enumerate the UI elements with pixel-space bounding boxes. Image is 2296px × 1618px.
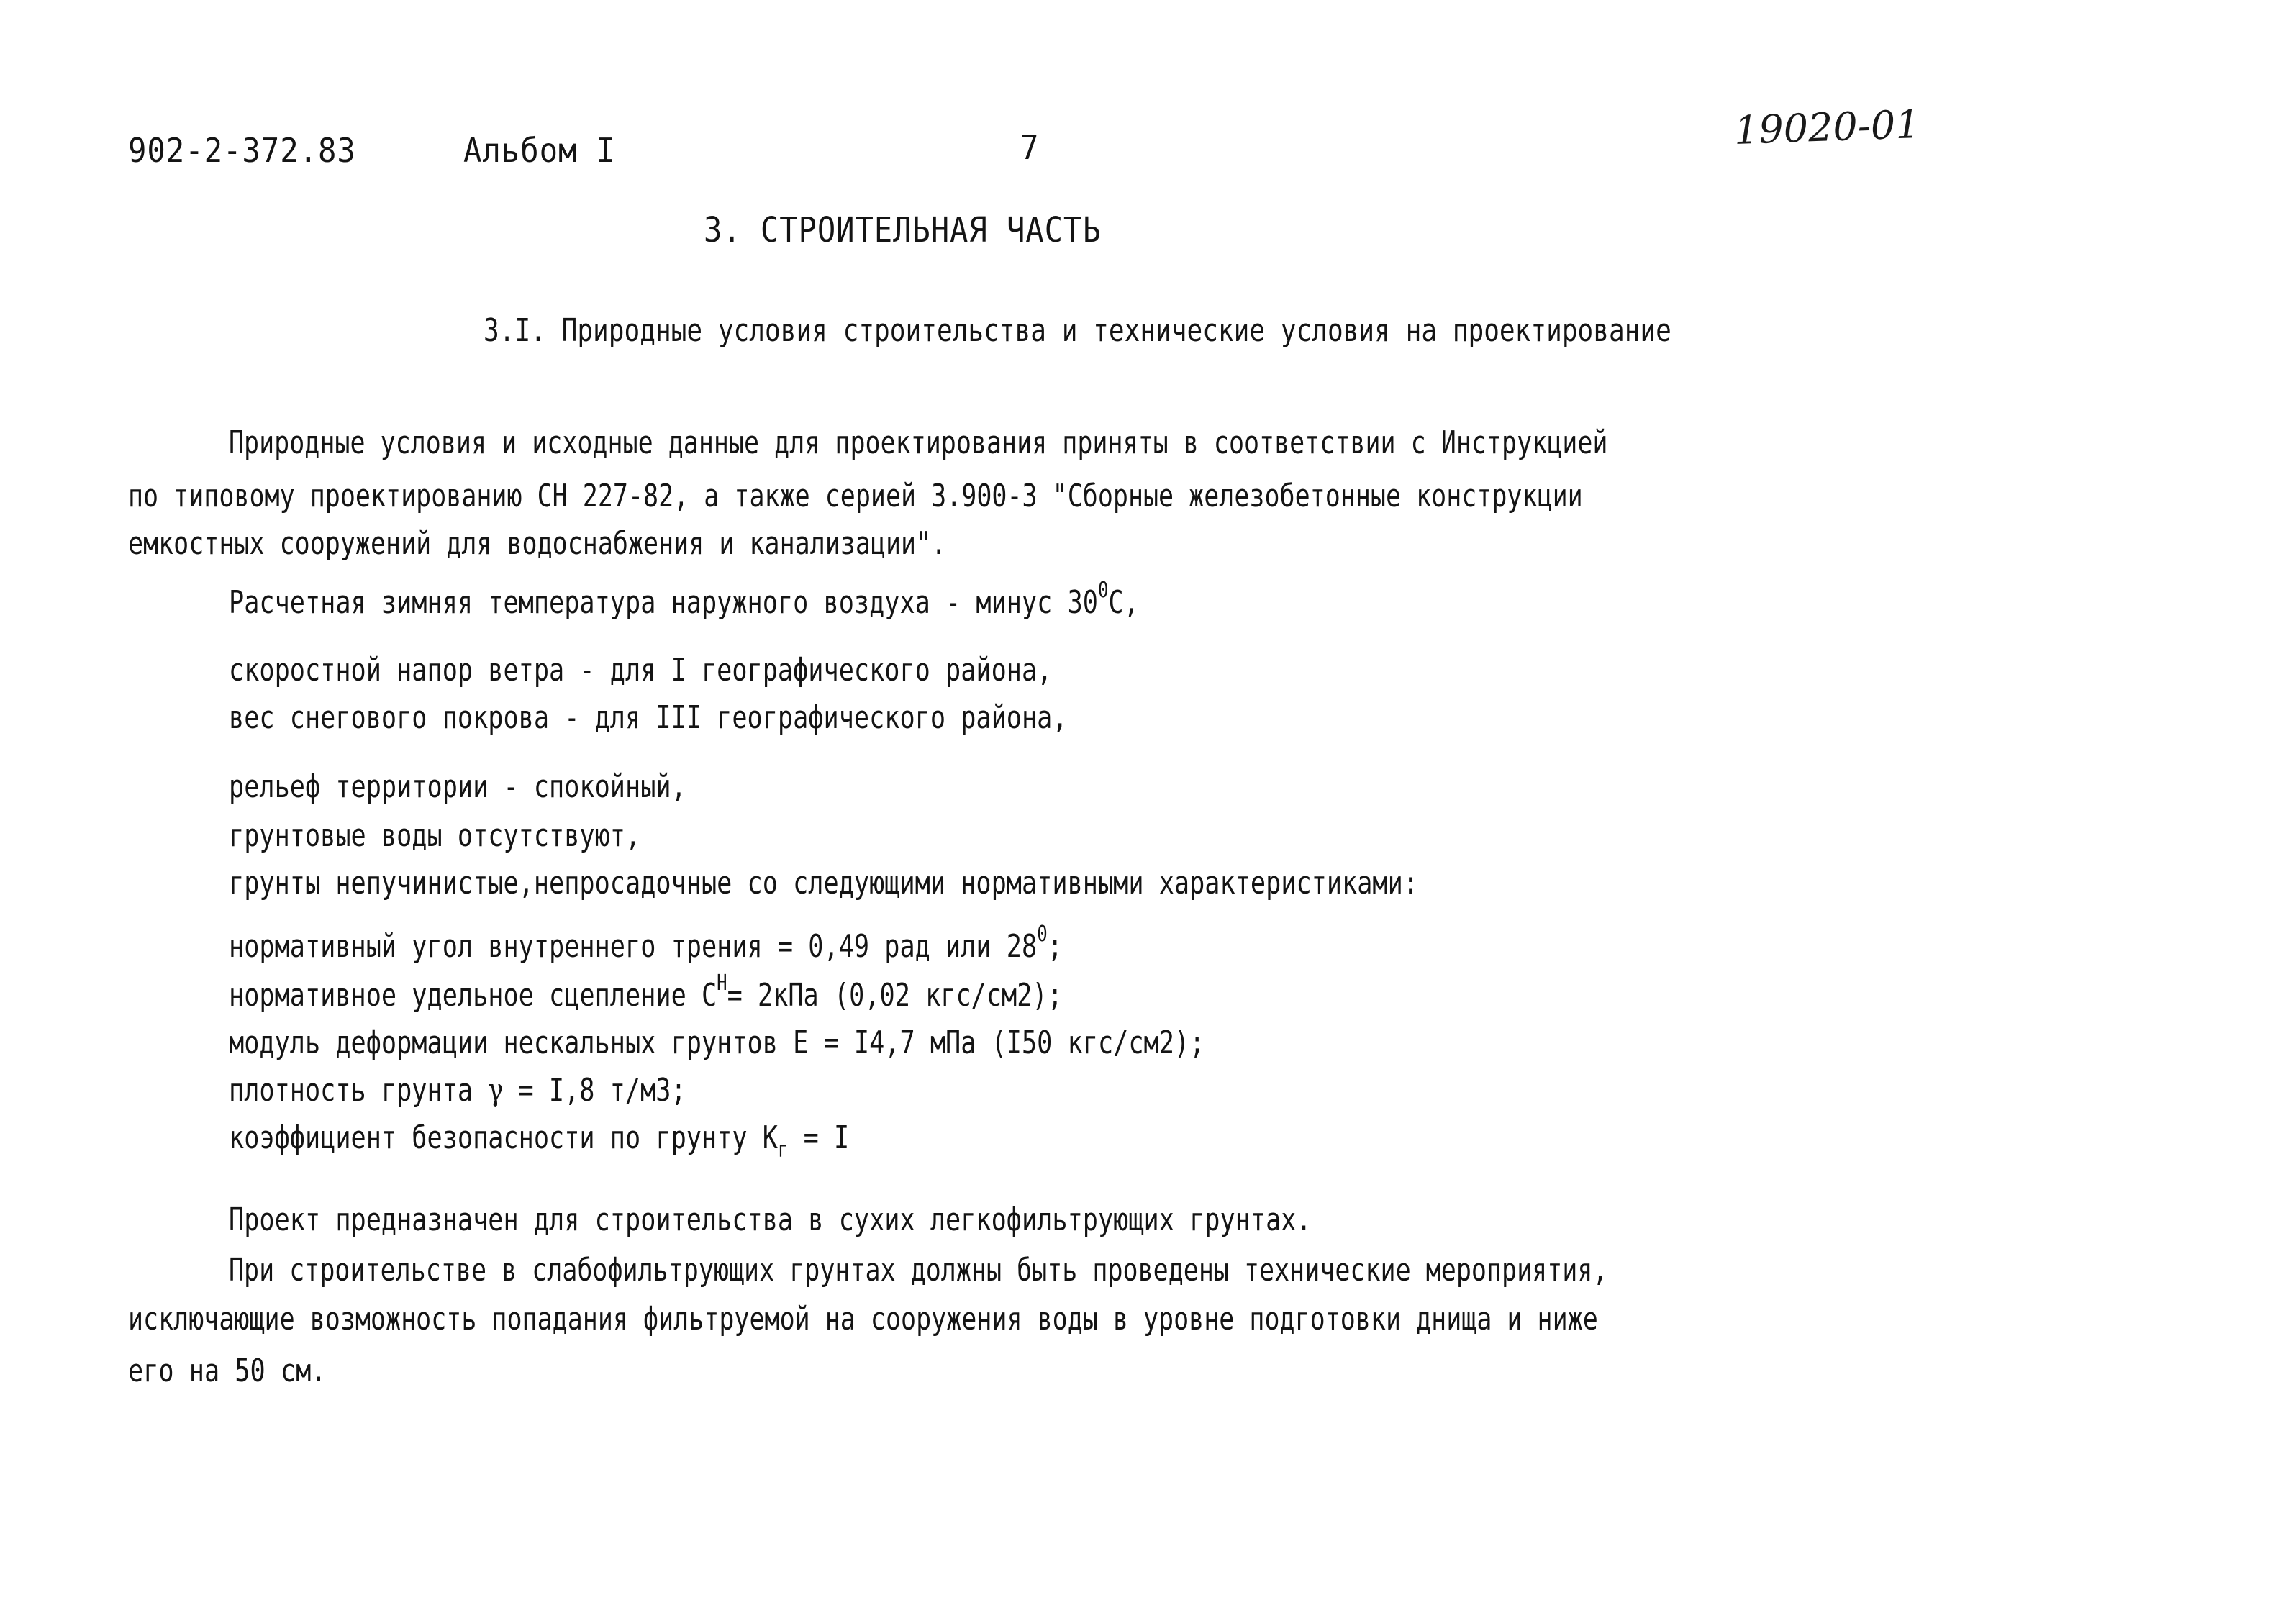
album-label: Альбом I (463, 131, 616, 170)
snow-line: вес снегового покрова - для III географического района, (229, 699, 1068, 736)
cohesion-line (229, 971, 1063, 1014)
closing-line-4: его на 50 см. (128, 1353, 327, 1389)
safety-sub: г (777, 1137, 789, 1163)
handwritten-number: 19020-01 (1733, 101, 1921, 153)
intro-line-2: по типовому проектированию СН 227-82, а также серией 3.900-3 "Сборные железобетонные конструкции (128, 478, 1583, 514)
temperature-degree: 0 (1097, 578, 1109, 603)
closing-line-2: При строительстве в слабофильтрующих грунтах должны быть проведены технические мероприятия, (229, 1252, 1608, 1289)
safety-value: = I (788, 1119, 850, 1156)
modulus-line: модуль деформации нескальных грунтов Е = I4,7 мПа (I50 кгс/см2); (229, 1024, 1205, 1061)
friction-end: ; (1047, 928, 1063, 965)
closing-line-1: Проект предназначен для строительства в сухих легкофильтрующих грунтах. (229, 1201, 1312, 1238)
soils-line: грунты непучинистые,непросадочные со следующими нормативными характеристиками: (229, 865, 1418, 901)
groundwater-line: грунтовые воды отсутствуют, (229, 817, 641, 854)
wind-line: скоростной напор ветра - для I географического района, (229, 652, 1053, 688)
gamma-symbol: γ (488, 1072, 504, 1109)
cohesion-value: = 2кПа (0,02 кгс/см2); (727, 977, 1063, 1014)
temperature-unit: С, (1108, 584, 1139, 621)
section-title: 3. СТРОИТЕЛЬНАЯ ЧАСТЬ (704, 210, 1102, 250)
safety-text: коэффициент безопасности по грунту К (229, 1119, 778, 1156)
density-text: плотность грунта (229, 1072, 489, 1109)
friction-angle-line (229, 922, 1063, 965)
friction-degree: 0 (1037, 922, 1048, 947)
density-value: = I,8 т/м3; (503, 1072, 686, 1109)
closing-line-3: исключающие возможность попадания фильтруемой на сооружения воды в уровне подготовки днища и ниже (128, 1301, 1598, 1337)
relief-line: рельеф территории - спокойный, (229, 768, 686, 805)
cohesion-text: нормативное удельное сцепление С (229, 977, 717, 1014)
friction-text: нормативный угол внутреннего трения = 0,49 рад или 28 (229, 928, 1038, 965)
intro-line-1: Природные условия и исходные данные для проектирования приняты в соответствии с Инструкцией (229, 424, 1608, 461)
section-subtitle: 3.I. Природные условия строительства и технические условия на проектирование (484, 312, 1671, 349)
temperature-line (229, 578, 1139, 621)
doc-code: 902-2-372.83 (128, 131, 356, 170)
intro-line-3: емкостных сооружений для водоснабжения и канализации". (128, 525, 947, 562)
safety-factor-line (229, 1119, 850, 1163)
cohesion-sup: Н (717, 971, 727, 996)
temperature-text: Расчетная зимняя температура наружного воздуха - минус 30 (229, 584, 1098, 621)
density-line (229, 1072, 686, 1109)
page-number: 7 (1020, 128, 1040, 167)
